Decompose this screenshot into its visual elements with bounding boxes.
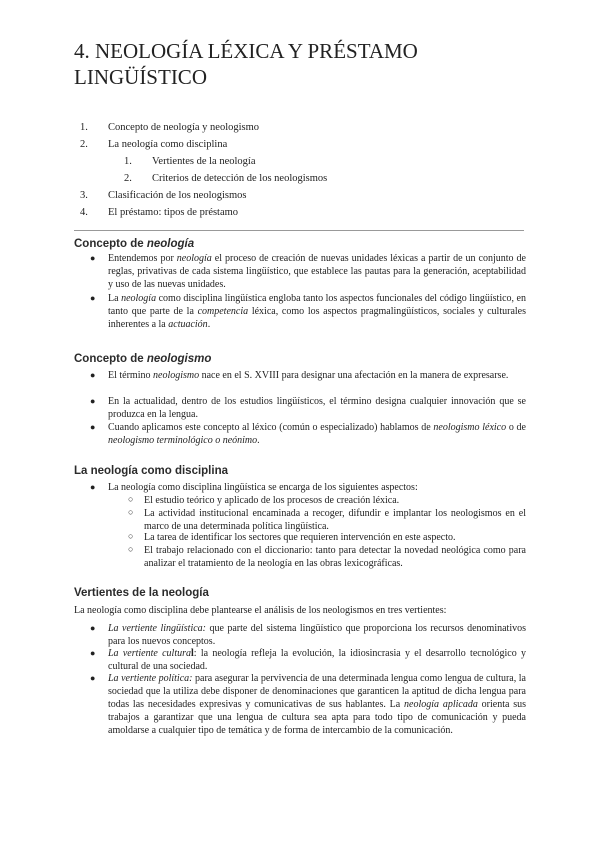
bullet-paragraph: La vertiente política: para asegurar la pervivencia de una determinada lengua como lengua de cultura, la sociedad que la utiliza debe disponer de denominaciones que garanticen la aptitud de dicha lengua para todas las necesidades expresivas y comunicativas de sus hablantes. La neología aplicada orienta sus trabajos a garantizar que una lengua de cultura sea apta para todo tipo de comunicación y pueda amoldarse a cualquier tipo de temática y de forma de intercambio de la comunicación.: [108, 673, 527, 736]
toc-item: Clasificación de los neologismos: [108, 190, 247, 201]
circle-bullet-icon: ○: [128, 494, 134, 504]
bullet-paragraph: La vertiente lingüística: que parte del sistema lingüístico que proporciona los recursos denominativos para los nuevos conceptos.: [108, 623, 527, 647]
circle-bullet-icon: ○: [128, 507, 134, 517]
bullet-paragraph: Entendemos por neología el proceso de creación de nuevas unidades léxicas a partir de un conjunto de reglas, privativas de cada sistema lingüístico, que establece las pautas para la generación, aceptabilidad y uso de las nuevas unidades.: [108, 253, 526, 290]
bullet-paragraph: La neología como disciplina lingüística engloba tanto los aspectos funcionales del código lingüístico, en tanto que parte de la competencia léxica, como los aspectos pragmalingüísticos, sociales y culturales inherentes a la actuación.: [108, 293, 526, 330]
page-title: 4. NEOLOGÍA LÉXICA Y PRÉSTAMO LINGÜÍSTICO: [74, 39, 418, 89]
section-heading-disciplina: La neología como disciplina: [74, 465, 228, 477]
intro-paragraph: La neología como disciplina debe plantearse el análisis de los neologismos en tres vertientes:: [74, 605, 447, 616]
divider: [74, 230, 524, 231]
bullet-paragraph: El término neologismo nace en el S. XVIII para designar una afectación en la manera de expresarse.: [108, 370, 509, 381]
toc-item: Vertientes de la neología: [152, 156, 256, 167]
bullet-icon: ●: [90, 482, 96, 492]
bullet-icon: ●: [90, 396, 96, 406]
bullet-icon: ●: [90, 648, 96, 658]
toc-num: 2.: [124, 173, 132, 184]
bullet-icon: ●: [90, 370, 96, 380]
sub-bullet: La actividad institucional encaminada a recoger, difundir e implantar los neologismos en el marco de una determinada política lingüística.: [144, 508, 526, 532]
toc-num: 1.: [124, 156, 132, 167]
section-heading-vertientes: Vertientes de la neología: [74, 587, 209, 599]
bullet-icon: ●: [90, 673, 96, 683]
bullet-icon: ●: [90, 293, 96, 303]
bullet-paragraph: La vertiente cultural: la neología refleja la evolución, la idiosincrasia y el desarrollo tecnológico y cultural de una sociedad.: [108, 648, 526, 672]
toc-num: 4.: [80, 207, 88, 218]
bullet-paragraph: En la actualidad, dentro de los estudios lingüísticos, el término designa cualquier innovación que se produzca en la lengua.: [108, 396, 526, 420]
sub-bullet: El trabajo relacionado con el diccionario: tanto para detectar la novedad neológica como para analizar el tratamiento de la neología en las obras lexicográficas.: [144, 545, 526, 569]
toc-item: La neología como disciplina: [108, 139, 228, 150]
toc-item: Criterios de detección de los neologismos: [152, 173, 328, 184]
toc-num: 2.: [80, 139, 88, 150]
bullet-icon: ●: [90, 422, 96, 432]
sub-bullet: La tarea de identificar los sectores que requieren intervención en este aspecto.: [144, 532, 456, 543]
bullet-icon: ●: [90, 623, 96, 633]
bullet-paragraph: La neología como disciplina lingüística se encarga de los siguientes aspectos:: [108, 482, 418, 493]
circle-bullet-icon: ○: [128, 544, 134, 554]
section-heading-neologismo: Concepto de neologismo: [74, 353, 212, 365]
toc-num: 1.: [80, 122, 88, 133]
bullet-icon: ●: [90, 253, 96, 263]
sub-bullet: El estudio teórico y aplicado de los procesos de creación léxica.: [144, 495, 400, 506]
bullet-paragraph: Cuando aplicamos este concepto al léxico (común o especializado) hablamos de neologismo léxico o de neologismo terminológico o neónimo.: [108, 422, 526, 446]
circle-bullet-icon: ○: [128, 531, 134, 541]
toc-item: Concepto de neología y neologismo: [108, 122, 260, 133]
section-heading-neologia: Concepto de neología: [74, 238, 195, 250]
toc-item: El préstamo: tipos de préstamo: [108, 207, 239, 218]
toc-num: 3.: [80, 190, 88, 201]
